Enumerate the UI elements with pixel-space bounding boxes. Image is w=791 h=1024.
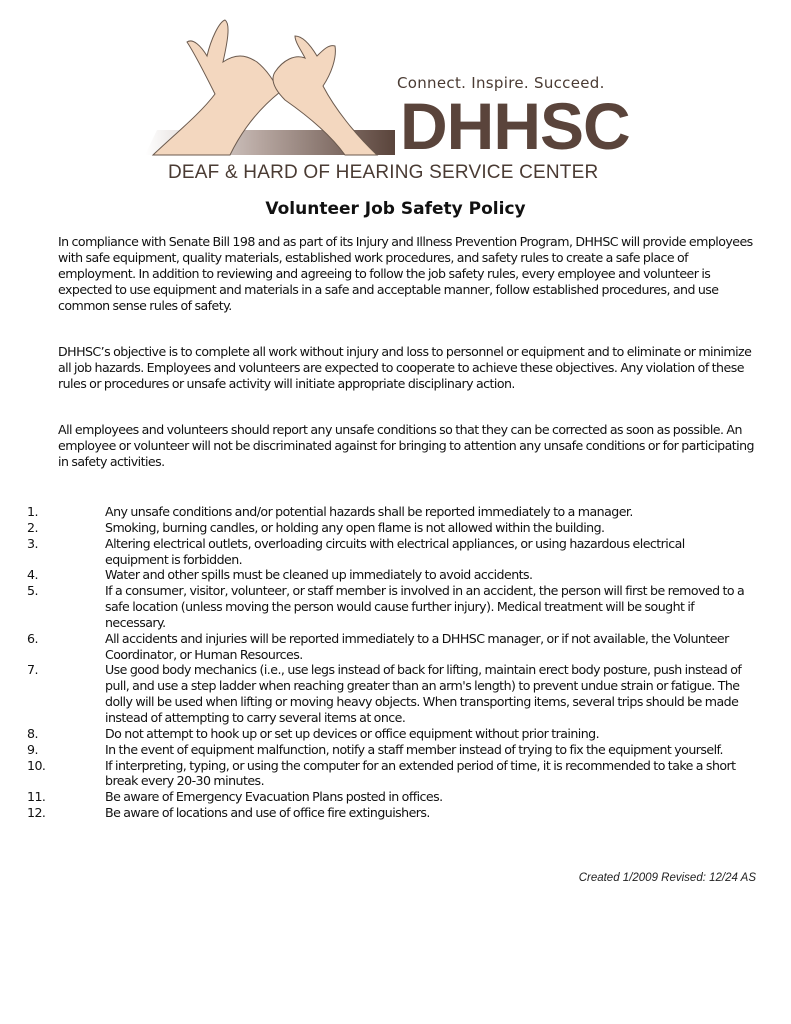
rule-item: [0, 662, 791, 725]
safety-rules-list: [0, 504, 791, 821]
rule-number: 1.: [27, 504, 38, 519]
organization-name: DEAF & HARD OF HEARING SERVICE CENTER: [168, 162, 599, 183]
logo-brand-name: DHHSC: [400, 89, 630, 163]
rule-number: 10.: [27, 757, 46, 773]
document-title: Volunteer Job Safety Policy: [265, 199, 526, 219]
rule-number: 4.: [27, 567, 38, 583]
rule-item: [0, 504, 791, 520]
rule-item: [0, 520, 791, 536]
rule-number: 8.: [27, 725, 38, 741]
rule-text: Smoking, burning candles, or holding any open flame is not allowed within the building.: [105, 519, 605, 535]
rule-number: 5.: [27, 583, 38, 599]
rule-text: Do not attempt to hook up or set up devices or office equipment without prior training.: [105, 725, 600, 741]
rule-item: [0, 567, 791, 583]
rule-item: [0, 726, 791, 742]
rule-text: Water and other spills must be cleaned up immediately to avoid accidents.: [105, 567, 533, 583]
page-header: [0, 0, 791, 192]
policy-document: [0, 198, 791, 885]
rule-text: If a consumer, visitor, volunteer, or staff member is involved in an accident, the person will first be removed to a safe location (unless moving the person would cause further injury). Medical treatment will be sought if necessary.: [105, 583, 745, 630]
rule-number: 7.: [27, 662, 38, 678]
rule-text: Altering electrical outlets, overloading circuits with electrical appliances, or using hazardous electrical equipment is forbidden.: [105, 535, 685, 567]
dhhsc-logo: [145, 14, 405, 159]
rule-text: Any unsafe conditions and/or potential hazards shall be reported immediately to a manager.: [105, 504, 633, 519]
rule-item: [0, 758, 791, 790]
rule-number: 12.: [27, 805, 46, 821]
rule-text: Use good body mechanics (i.e., use legs instead of back for lifting, maintain erect body posture, push instead of pull, and use a step ladder when reaching greater than an arm's length) to prevent undue strain or fatigue. The dolly will be used when lifting or moving heavy objects. When transporting items, several trips should be made instead of attempting to carry several items at once.: [105, 662, 742, 725]
rule-item: [0, 583, 791, 631]
rule-text: In the event of equipment malfunction, notify a staff member instead of trying to fix the equipment yourself.: [105, 741, 723, 757]
revision-footer: Created 1/2009 Revised: 12/24 AS: [578, 871, 756, 884]
rule-item: [0, 536, 791, 568]
rule-text: Be aware of Emergency Evacuation Plans posted in offices.: [105, 789, 443, 805]
rule-number: 9.: [27, 741, 38, 757]
rule-text: All accidents and injuries will be reported immediately to a DHHSC manager, or if not available, the Volunteer Coordinator, or Human Resources.: [105, 630, 729, 662]
rule-number: 2.: [27, 519, 38, 535]
rule-item: [0, 742, 791, 758]
rule-number: 11.: [27, 789, 46, 805]
reporting-paragraph: All employees and volunteers should report any unsafe conditions so that they can be corrected as soon as possible. An employee or volunteer will not be discriminated against for bringing to attention any unsafe conditions or for participating in safety activities.: [58, 422, 754, 469]
objective-paragraph: DHHSC’s objective is to complete all work without injury and loss to personnel or equipment and to eliminate or minimize all job hazards. Employees and volunteers are expected to cooperate to achieve these objectives. Any violation of these rules or procedures or unsafe activity will initiate appropriate disciplinary action.: [58, 344, 752, 391]
rule-item: [0, 805, 791, 821]
rule-text: Be aware of locations and use of office fire extinguishers.: [105, 805, 430, 821]
rule-number: 6.: [27, 630, 38, 646]
intro-paragraph: In compliance with Senate Bill 198 and as part of its Injury and Illness Prevention Program, DHHSC will provide employees with safe equipment, quality materials, established work procedures, and safety rules to create a safe place of employment. In addition to reviewing and agreeing to follow the job safety rules, every employee and volunteer is expected to use equipment and materials in a safe and acceptable manner, follow established procedures, and use common sense rules of safety.: [58, 234, 753, 313]
rule-item: [0, 631, 791, 663]
signing-hands-icon: [145, 14, 405, 159]
rule-text: If interpreting, typing, or using the computer for an extended period of time, it is recommended to take a short break every 20-30 minutes.: [105, 757, 736, 789]
rule-number: 3.: [27, 535, 38, 551]
rule-item: [0, 789, 791, 805]
logo-tagline: Connect. Inspire. Succeed.: [397, 74, 605, 92]
